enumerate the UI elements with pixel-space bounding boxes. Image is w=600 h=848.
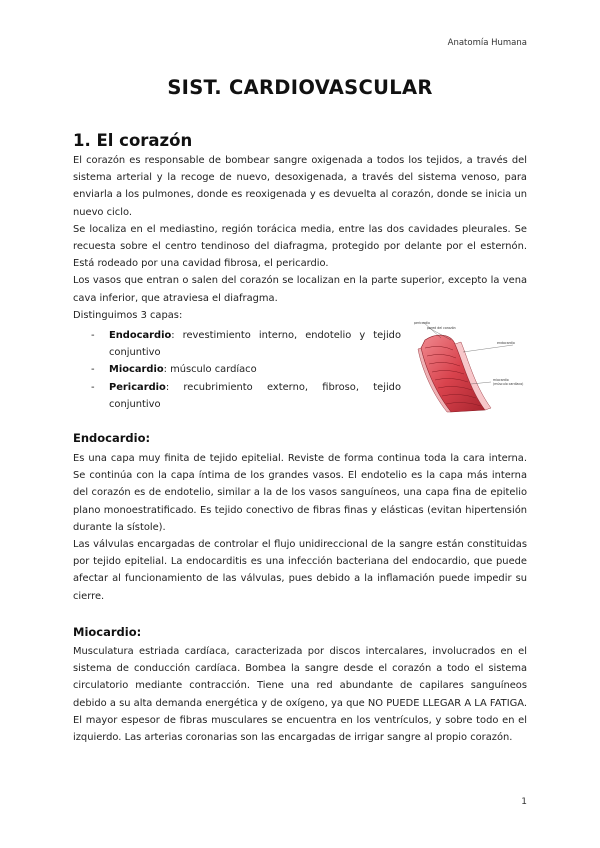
- myocardium-shape: [421, 335, 485, 412]
- layers-list-wrap: [73, 327, 401, 413]
- layer-name: Miocardio: [109, 364, 164, 376]
- paragraph: Musculatura estriada cardíaca, caracterizada por discos intercalares, involucrados en el sistema de conducción cardíaca. Bombea la sangre desde el corazón a todo el sistema circulatorio mediante contracción. Tiene una red abundante de capilares sanguíneos debido a su alta demanda energética y de oxígeno, ya que NO PUEDE LLEGAR A LA FATIGA. El mayor espesor de fibras musculares se encuentra en los ventrículos, y sobre todo en el izquierdo. Las arterias coronarias son las encargadas de irrigar sangre al propio corazón.: [73, 646, 527, 744]
- section-miocardio-body: [73, 643, 527, 746]
- paragraph: El corazón es responsable de bombear sangre oxigenada a todos los tejidos, a través del sistema arterial y la recoge de nuevo, desoxigenada, a través del sistema venoso, para enviarla a los pulmones, donde es reoxigenada y es devuelta al corazón, donde se inicia un nuevo ciclo.: [73, 155, 527, 218]
- list-item: - Endocardio: revestimiento interno, endotelio y tejido conjuntivo: [91, 330, 401, 359]
- list-item: - Pericardio: recubrimiento externo, fibroso, tejido conjuntivo: [91, 381, 401, 410]
- paragraph: Es una capa muy finita de tejido epitelial. Reviste de forma continua toda la cara interna. Se continúa con la capa íntima de los grandes vasos. El endotelio es la capa más interna del corazón es de endotelio, similar a la de los vasos sanguíneos, una capa fina de epitelio plano monoestratificado. Es tejido conectivo de fibras finas y elásticas (evitan hipertensión durante la sístole).: [73, 453, 527, 533]
- layer-name: Pericardio: [109, 381, 166, 393]
- heart-wall-illustration: [411, 318, 529, 416]
- section-heart: [73, 131, 527, 150]
- figure-label: miocardio: [493, 378, 509, 382]
- page-title: SIST. CARDIOVASCULAR: [167, 76, 433, 99]
- section-endocardio-body: [73, 450, 527, 605]
- paragraph: Distinguimos 3 capas:: [73, 309, 183, 321]
- figure-label: pericardio: [414, 321, 430, 325]
- section-endocardio: [73, 431, 527, 445]
- paragraph: Las válvulas encargadas de controlar el flujo unidireccional de la sangre están constituidas por tejido epitelial. La endocarditis es una infección bacteriana del endocardio, que puede afectar al funcionamiento de las válvulas, pues debido a la inflamación puede impedir su cierre.: [73, 539, 527, 602]
- figure-label: endocardio: [497, 341, 515, 345]
- layer-desc: : músculo cardíaco: [163, 364, 257, 376]
- layer-desc: : revestimiento interno, endotelio y tejido conjuntivo: [109, 330, 401, 359]
- page-number: 1: [521, 797, 527, 807]
- layer-name: Endocardio: [109, 330, 172, 341]
- figure-label: pared del corazón: [427, 326, 456, 330]
- layers-list: [73, 327, 401, 413]
- layer-desc: : recubrimiento externo, fibroso, tejido conjuntivo: [109, 381, 401, 410]
- subsection-heading: Miocardio:: [73, 625, 142, 639]
- list-item: - Miocardio: músculo cardíaco: [91, 364, 257, 376]
- section-heading: 1. El corazón: [73, 131, 193, 150]
- figure-label: (músculo cardíaco): [493, 382, 524, 386]
- subsection-heading: Endocardio:: [73, 431, 151, 445]
- paragraph: Los vasos que entran o salen del corazón se localizan en la parte superior, excepto la vena cava inferior, que atraviesa el diafragma.: [73, 275, 527, 304]
- running-header: Anatomía Humana: [447, 38, 527, 48]
- section-miocardio: [73, 625, 527, 639]
- section-heart-body: [73, 152, 527, 324]
- paragraph: Se localiza en el mediastino, región torácica media, entre las dos cavidades pleurales. Se recuesta sobre el centro tendinoso del diafragma, protegido por delante por el esternón. Está rodeado por una cavidad fibrosa, el pericardio.: [73, 223, 527, 270]
